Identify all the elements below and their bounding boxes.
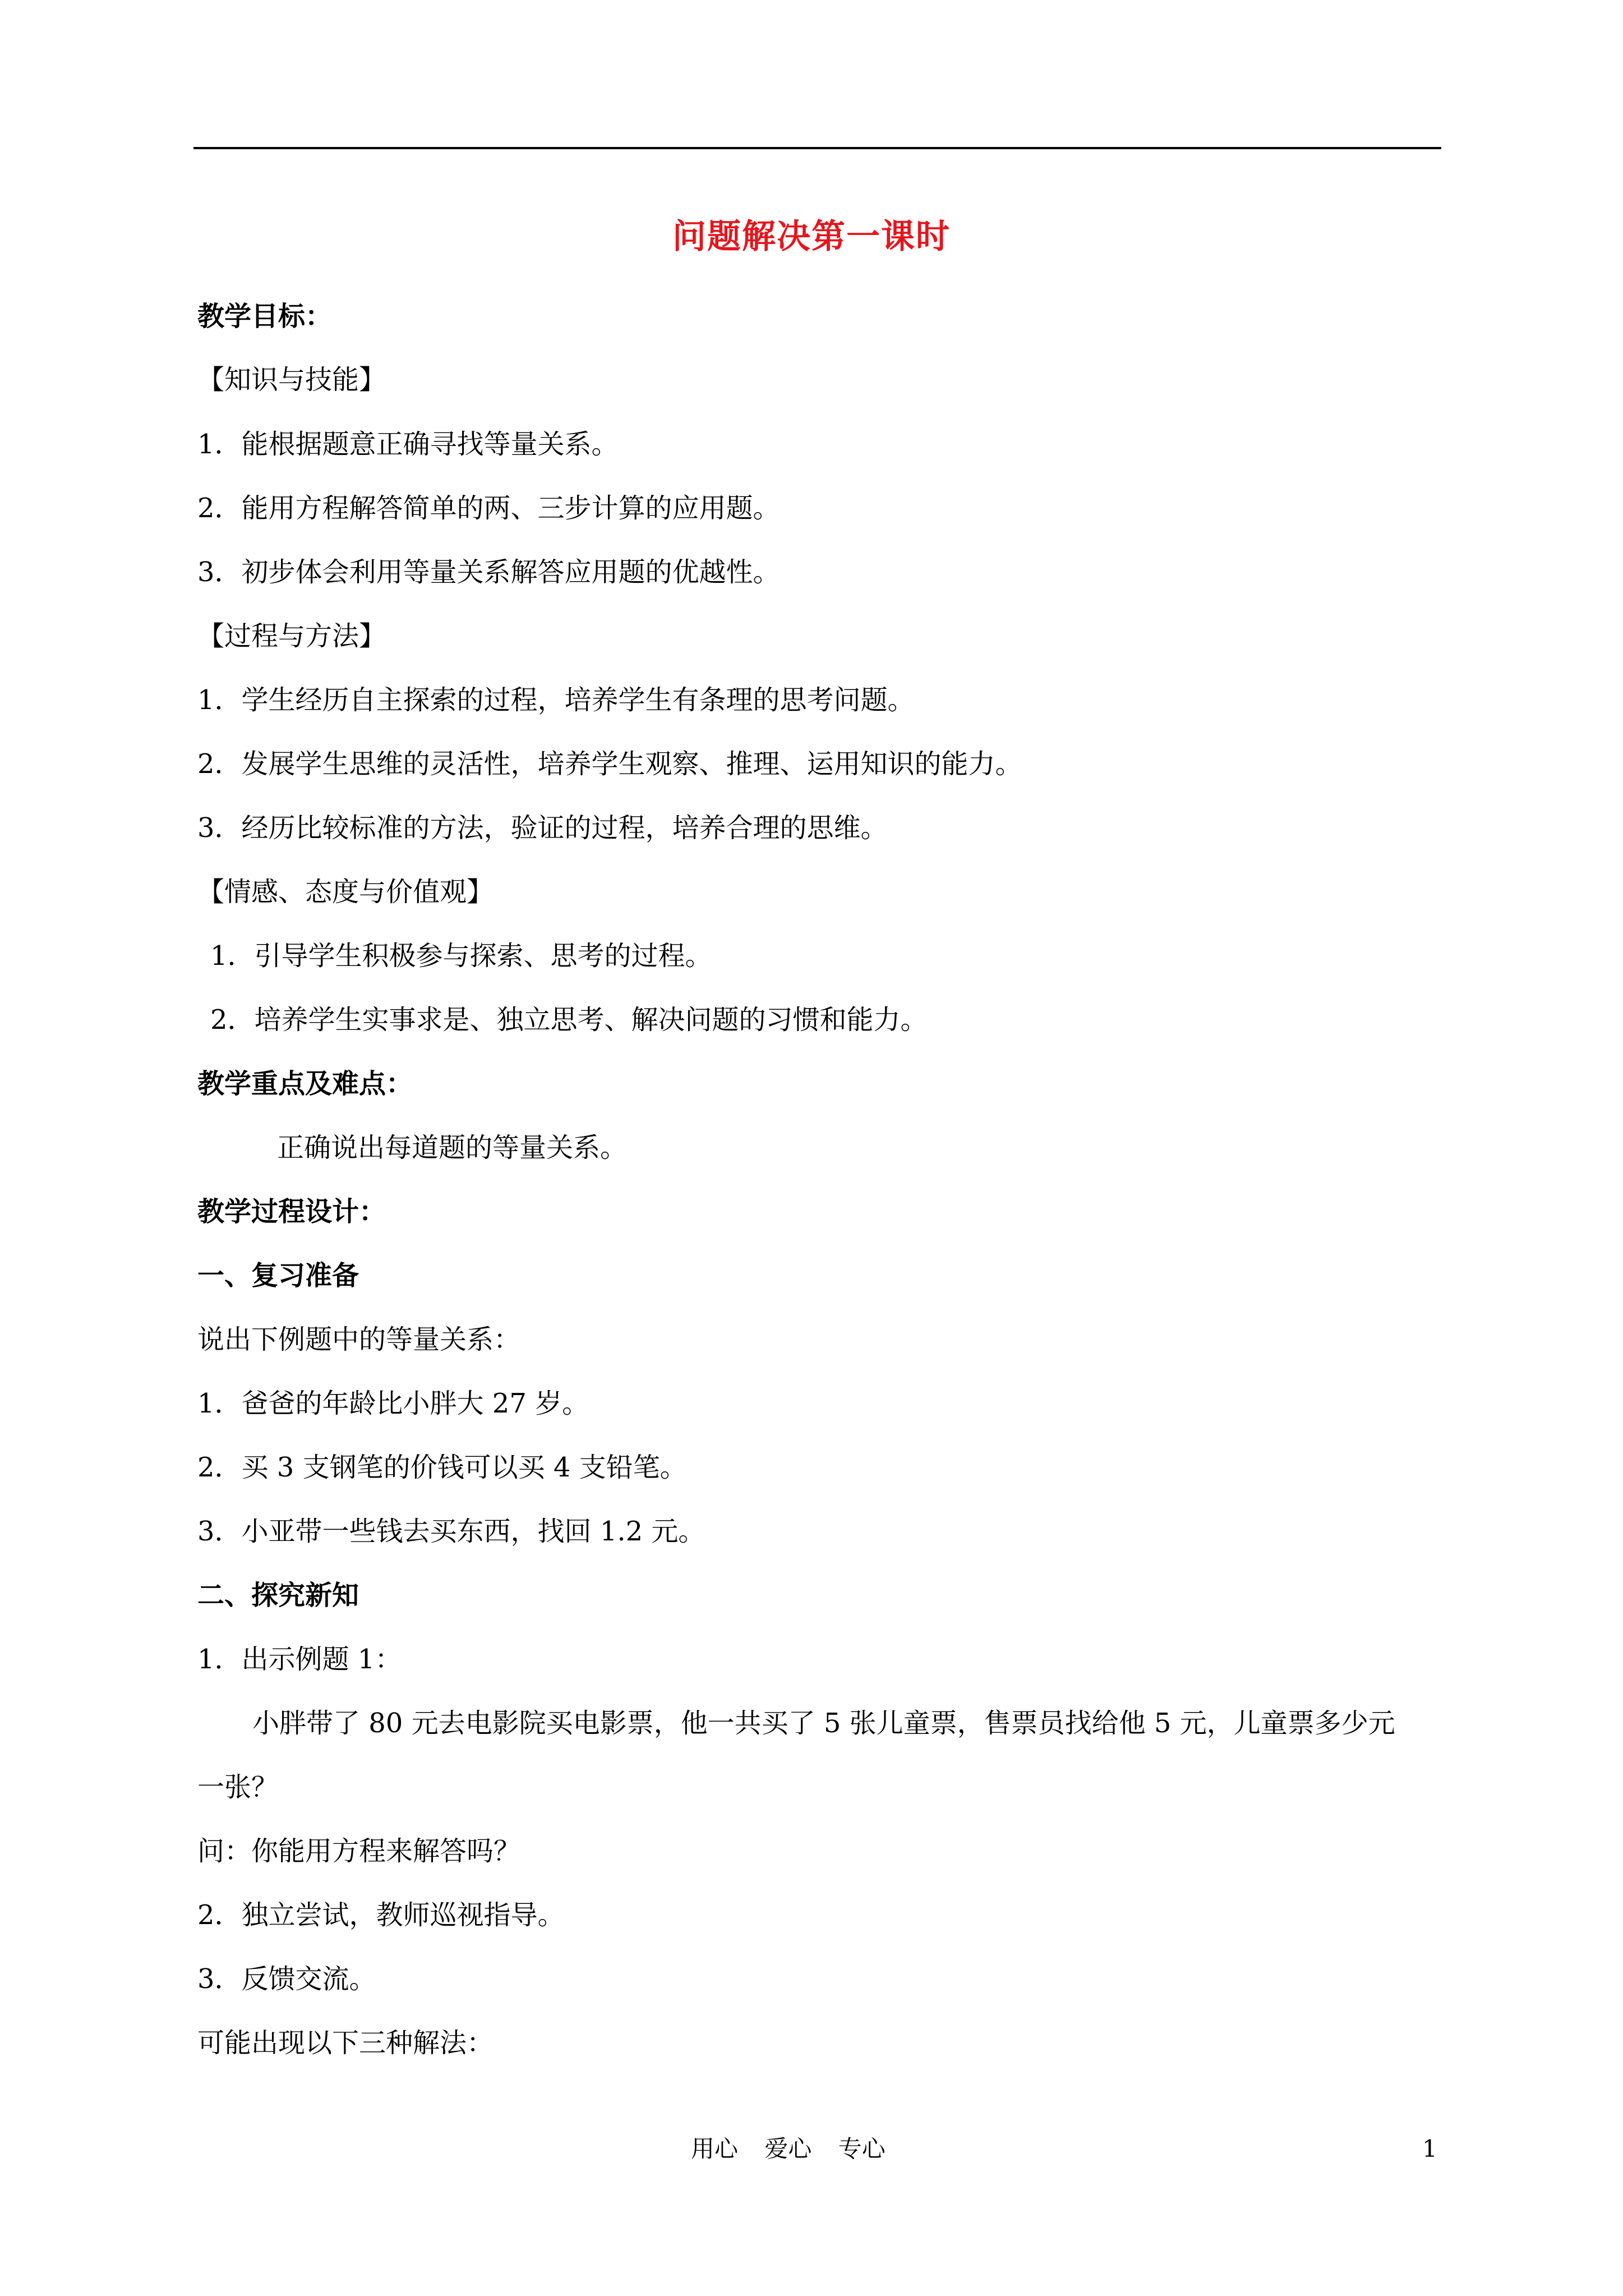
footer-motto: 用心 爱心 专心	[691, 2135, 886, 2162]
explore-question: 问：你能用方程来解答吗？	[197, 1835, 521, 1867]
explore-step-2: 2．独立尝试，教师巡视指导。	[197, 1899, 565, 1931]
objectives-heading: 教学目标：	[197, 301, 333, 332]
knowledge-item-2: 2．能用方程解答简单的两、三步计算的应用题。	[197, 493, 780, 524]
explore-step-3: 3．反馈交流。	[197, 1963, 376, 1995]
attitude-item-2: 2．培养学生实事求是、独立思考、解决问题的习惯和能力。	[210, 1004, 928, 1036]
review-item-3: 3．小亚带一些钱去买东西，找回 1.2 元。	[197, 1516, 706, 1547]
knowledge-item-1: 1．能根据题意正确寻找等量关系。	[197, 429, 619, 460]
explore-closing: 可能出现以下三种解法：	[197, 2027, 494, 2059]
section-label-process: 【过程与方法】	[197, 620, 386, 652]
process-item-3: 3．经历比较标准的方法，验证的过程，培养合理的思维。	[197, 812, 888, 844]
key-points-text: 正确说出每道题的等量关系。	[277, 1132, 628, 1163]
page-title: 问题解决第一课时	[672, 217, 951, 256]
process-item-1: 1．学生经历自主探索的过程，培养学生有条理的思考问题。	[197, 684, 915, 716]
key-points-heading: 教学重点及难点：	[197, 1068, 413, 1099]
review-item-1: 1．爸爸的年龄比小胖大 27 岁。	[197, 1388, 589, 1419]
example-text-line-2: 一张？	[197, 1772, 279, 1803]
example-text-line-1: 小胖带了 80 元去电影院买电影票，他一共买了 5 张儿童票，售票员找给他 5 元，儿童票多少元	[252, 1708, 1395, 1739]
section-label-knowledge: 【知识与技能】	[197, 364, 386, 395]
review-heading: 一、复习准备	[197, 1260, 359, 1291]
review-intro: 说出下例题中的等量关系：	[197, 1324, 521, 1355]
attitude-item-1: 1．引导学生积极参与探索、思考的过程。	[210, 940, 712, 972]
review-item-2: 2．买 3 支钢笔的价钱可以买 4 支铅笔。	[197, 1452, 687, 1483]
page-number: 1	[1422, 2135, 1437, 2162]
header-rule	[193, 147, 1441, 149]
explore-step-1: 1．出示例题 1：	[197, 1644, 402, 1675]
process-item-2: 2．发展学生思维的灵活性，培养学生观察、推理、运用知识的能力。	[197, 748, 1022, 780]
explore-heading: 二、探究新知	[197, 1580, 359, 1611]
knowledge-item-3: 3．初步体会利用等量关系解答应用题的优越性。	[197, 556, 780, 588]
process-heading: 教学过程设计：	[197, 1196, 386, 1227]
section-label-attitude: 【情感、态度与价值观】	[197, 876, 494, 908]
